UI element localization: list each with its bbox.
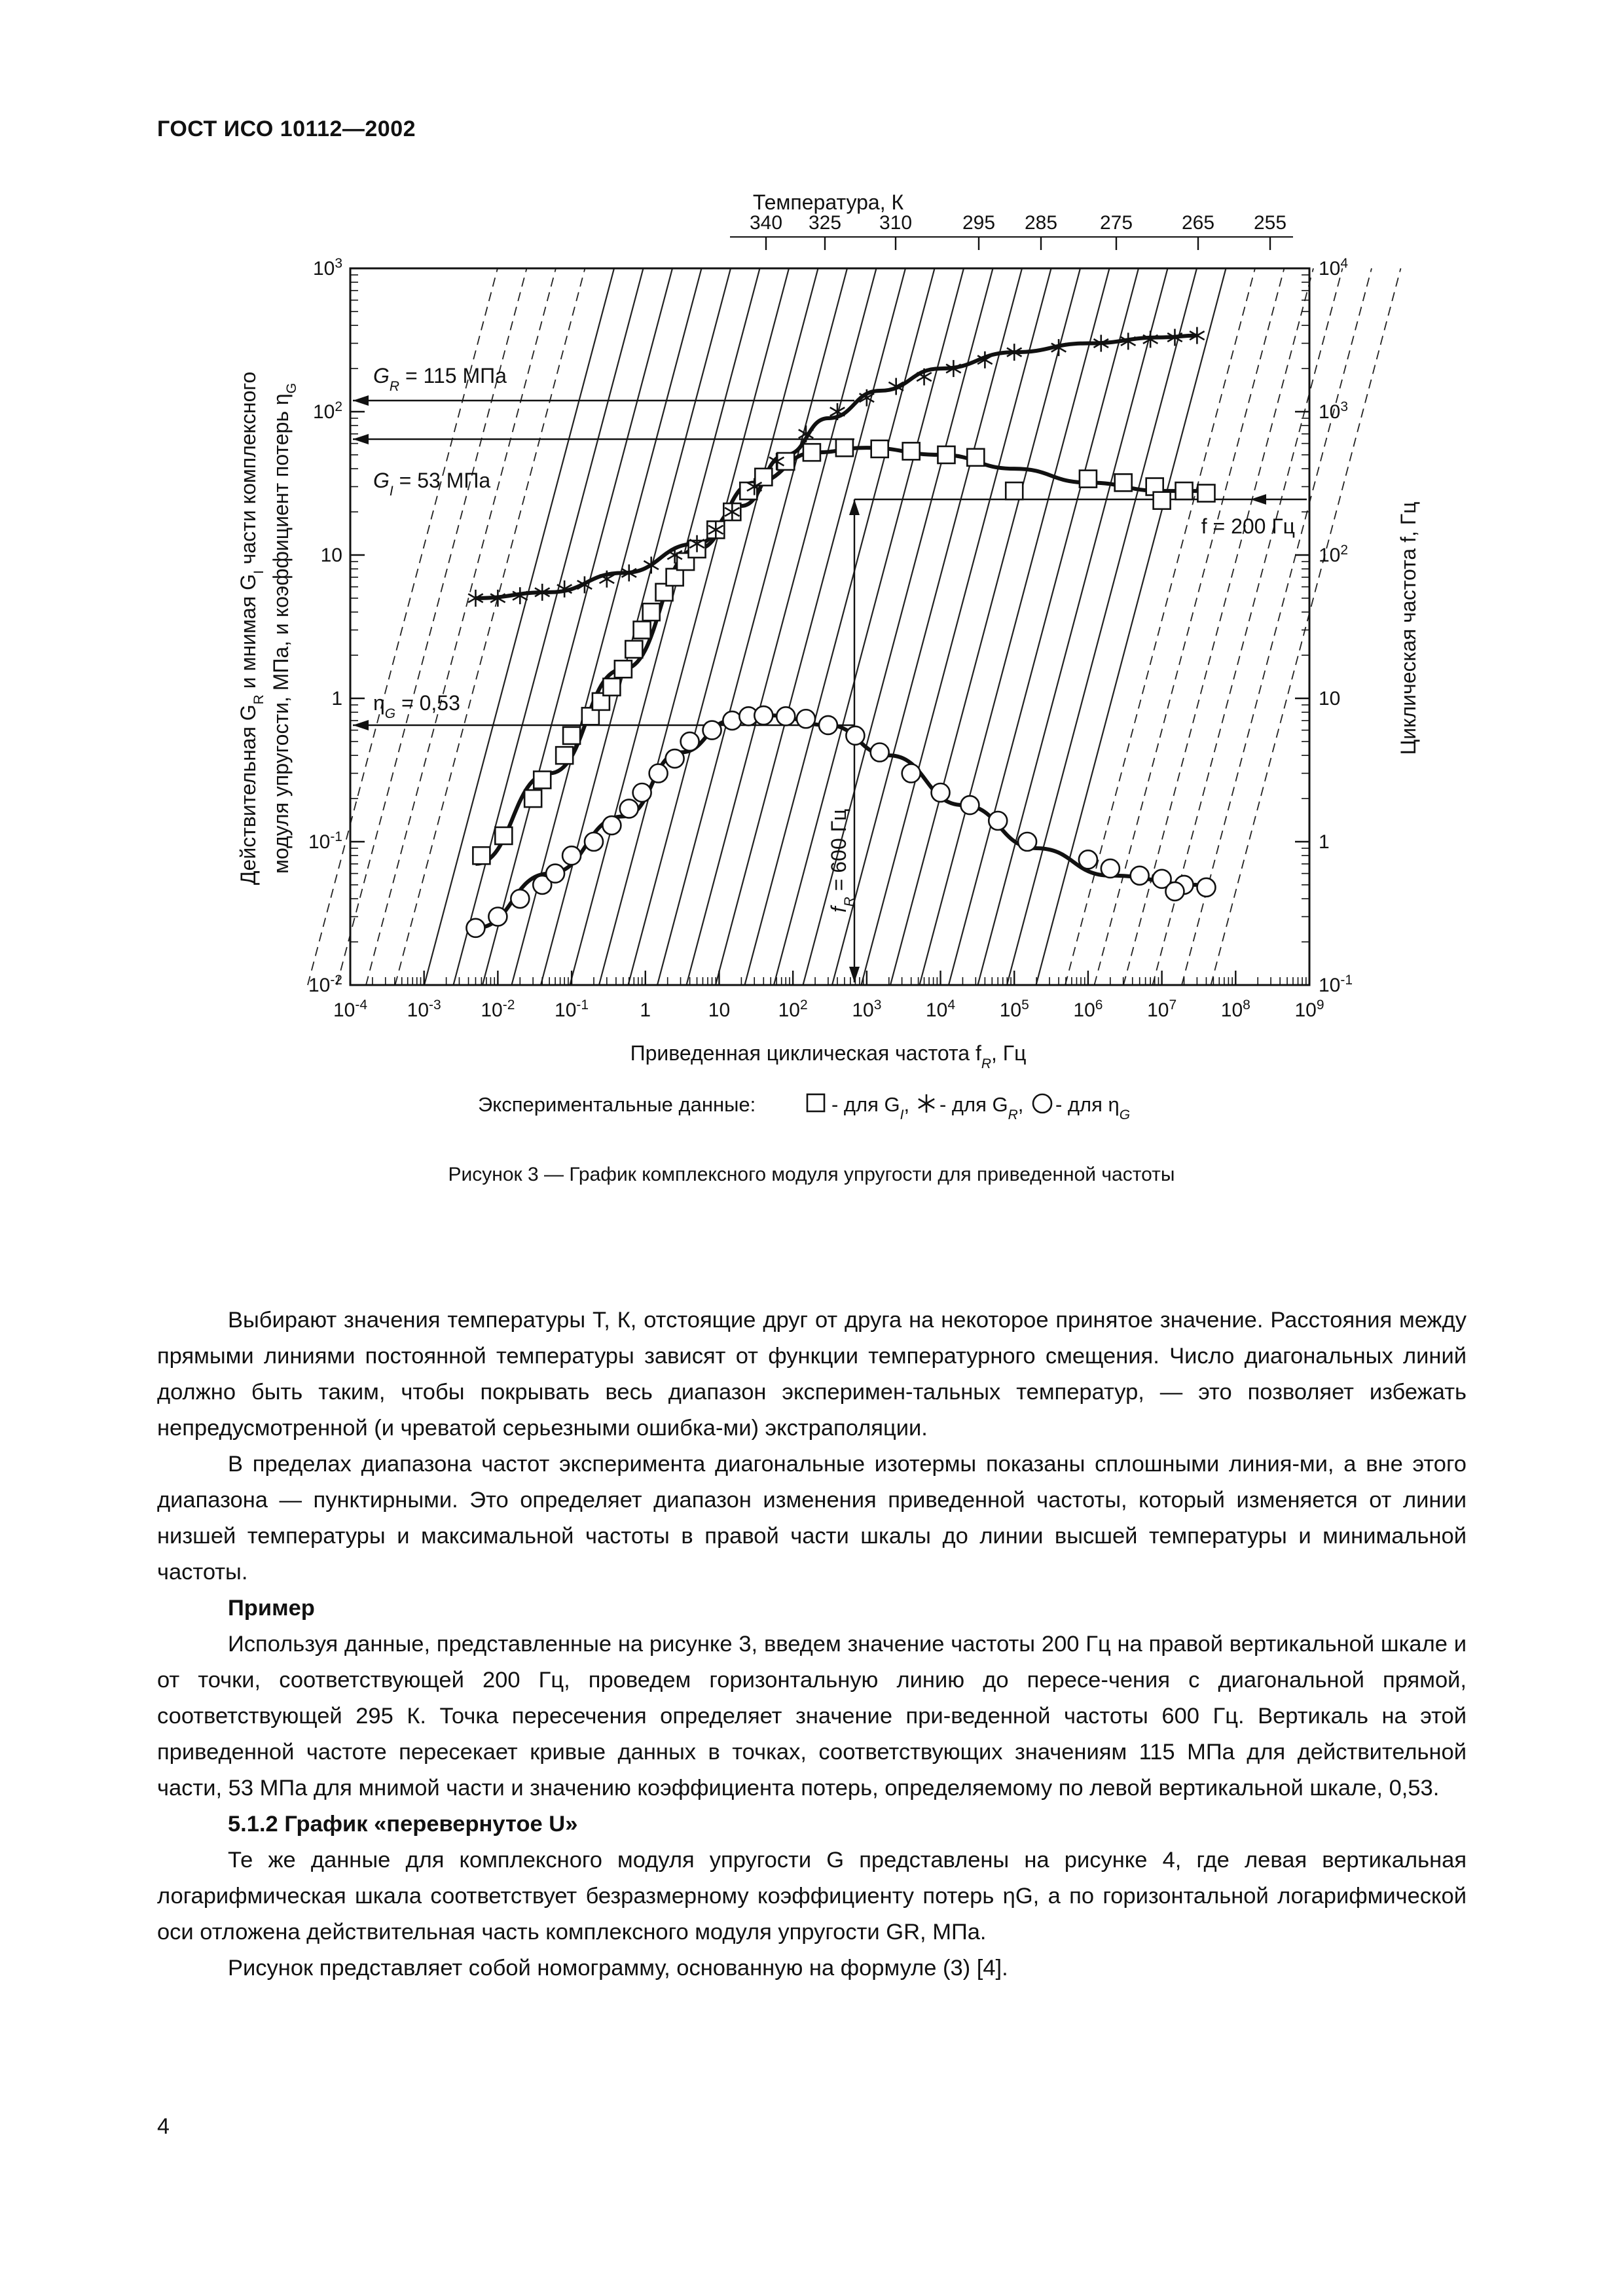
y-left-tick-label: 10 bbox=[320, 545, 342, 566]
gi-square-marker bbox=[1197, 485, 1214, 502]
figure-caption: Рисунок 3 — График комплексного модуля упругости для приведенной частоты bbox=[448, 1164, 1175, 1185]
y-right-tick-label: $10^4$ bbox=[1319, 255, 1349, 279]
x-tick-label: 1 bbox=[640, 999, 651, 1021]
y-left-tick-label: $10^{-2}$ bbox=[308, 972, 342, 996]
x-tick-label: $10^4$ bbox=[926, 997, 956, 1021]
eta-circle-marker bbox=[723, 711, 741, 730]
eta-circle-marker bbox=[754, 706, 773, 725]
gi-square-marker bbox=[803, 444, 820, 461]
gi-square-marker bbox=[473, 847, 490, 864]
eta-circle-marker bbox=[902, 764, 921, 783]
top-tick-label: 340 bbox=[749, 212, 783, 234]
eta-circle-marker bbox=[797, 709, 815, 728]
top-tick-label: 310 bbox=[879, 212, 913, 234]
gi-square-marker bbox=[634, 622, 651, 639]
legend-asterisk-icon bbox=[919, 1094, 934, 1113]
top-tick-label: 275 bbox=[1099, 212, 1133, 234]
eta-circle-marker bbox=[960, 796, 979, 814]
x-tick-label: $10^{-2}$ bbox=[481, 997, 515, 1021]
gi-square-marker bbox=[563, 727, 580, 744]
gi-square-marker bbox=[836, 439, 853, 456]
bottom-axis-title: Приведенная циклическая частота $f_R$, Гц bbox=[630, 1041, 1027, 1071]
document-header: ГОСТ ИСО 10112—2002 bbox=[157, 117, 416, 141]
eta-circle-marker bbox=[819, 716, 837, 734]
eta-circle-marker bbox=[633, 783, 651, 802]
eta-circle-marker bbox=[488, 908, 507, 926]
gi-square-marker bbox=[625, 641, 642, 658]
gi-square-marker bbox=[871, 440, 888, 457]
y-left-tick-label: $10^3$ bbox=[312, 255, 342, 279]
gi-square-marker bbox=[643, 603, 660, 620]
top-tick-label: 255 bbox=[1253, 212, 1287, 234]
gi-square-marker bbox=[1006, 482, 1023, 499]
gi-square-marker bbox=[603, 679, 620, 696]
left-axis-title-line2: модуля упругости, МПа, и коэффициент потерь $\eta_G$ bbox=[269, 382, 299, 874]
gi-square-marker bbox=[534, 772, 551, 789]
x-tick-label: $10^6$ bbox=[1073, 997, 1103, 1021]
legend-circle-icon bbox=[1033, 1094, 1051, 1113]
page-number: 4 bbox=[157, 2114, 170, 2139]
isotherm-line bbox=[570, 268, 760, 985]
eta-circle-marker bbox=[846, 726, 864, 745]
x-tick-label: $10^{-1}$ bbox=[555, 997, 589, 1021]
example-heading: Пример bbox=[228, 1596, 315, 1621]
y-left-tick-label: 1 bbox=[331, 688, 342, 709]
right-axis-title: Циклическая частота f, Гц bbox=[1396, 501, 1420, 755]
eta-value-label: $\eta_G = 0,53$ bbox=[373, 691, 460, 721]
legend-gi-label: - для $G_I$, bbox=[831, 1093, 910, 1122]
body-text bbox=[157, 1302, 1467, 1986]
gi-value-label: $G_I = 53$ МПа bbox=[373, 469, 491, 499]
eta-reference-line-arrowhead bbox=[353, 720, 369, 730]
gi-fit-curve bbox=[475, 448, 1197, 864]
eta-circle-marker bbox=[1101, 859, 1120, 878]
eta-circle-marker bbox=[989, 812, 1007, 830]
top-tick-label: 295 bbox=[962, 212, 996, 234]
y-right-tick-label: $10^2$ bbox=[1319, 542, 1349, 566]
eta-circle-marker bbox=[776, 707, 795, 725]
gi-square-marker bbox=[1080, 471, 1097, 488]
fr-value-label: $f_R = 600$ Гц bbox=[827, 808, 857, 913]
eta-circle-marker bbox=[703, 721, 721, 740]
isotherm-line bbox=[920, 268, 1110, 985]
isotherm-line bbox=[1182, 268, 1372, 985]
eta-circle-marker bbox=[932, 783, 950, 802]
gi-square-marker bbox=[903, 442, 920, 459]
gr-reference-line-arrowhead bbox=[353, 395, 369, 406]
x-tick-label: $10^7$ bbox=[1147, 997, 1177, 1021]
isotherm-line bbox=[716, 268, 905, 985]
gi-square-marker bbox=[615, 660, 632, 677]
eta-circle-marker bbox=[1131, 867, 1149, 885]
eta-circle-marker bbox=[666, 749, 684, 768]
eta-circle-marker bbox=[1018, 833, 1036, 851]
isotherm-line bbox=[657, 268, 847, 985]
eta-circle-marker bbox=[602, 816, 621, 834]
legend-square-icon bbox=[807, 1094, 824, 1111]
gi-square-marker bbox=[666, 569, 684, 586]
gi-square-marker bbox=[495, 827, 512, 844]
gr-value-label: $G_R = 115$ МПа bbox=[373, 364, 507, 394]
gi-reference-line-arrowhead bbox=[353, 434, 369, 444]
gi-square-marker bbox=[755, 469, 772, 486]
legend-prefix: Экспериментальные данные: bbox=[478, 1093, 756, 1116]
eta-circle-marker bbox=[1079, 850, 1097, 869]
isotherm-line bbox=[862, 268, 1051, 985]
y-left-tick-label: $10^2$ bbox=[312, 399, 342, 423]
section-heading: 5.1.2 График «перевернутое U» bbox=[228, 1812, 578, 1837]
gi-square-marker bbox=[1176, 482, 1193, 499]
top-axis-title: Температура, К bbox=[752, 190, 904, 214]
gi-square-marker bbox=[524, 790, 541, 807]
x-tick-label: $10^9$ bbox=[1294, 997, 1324, 1021]
x-tick-label: $10^{-4}$ bbox=[333, 997, 368, 1021]
eta-circle-marker bbox=[871, 744, 889, 762]
paragraph-1: Выбирают значения температуры T, К, отстоящие друг от друга на некоторое принятое значение. Расстояния между прямыми линиями постоянной температуры зависят от функции температурного смещения. Число диагональных линий должно быть таким, чтобы покрывать весь диапазон эксперимен-тальных температур, — это позволяет избежать непредусмотренной (и чреватой серьезными ошибка-ми) экстраполяции. bbox=[157, 1308, 1467, 1441]
x-tick-label: 10 bbox=[708, 999, 731, 1021]
x-tick-label: $10^{-3}$ bbox=[407, 997, 441, 1021]
y-left-tick-label: $10^{-1}$ bbox=[308, 829, 342, 853]
paragraph-4: Те же данные для комплексного модуля упругости G представлены на рисунке 4, где левая вертикальная логарифмическая шкала соответствует безразмерному коэффициенту потерь ηG, а по горизонтальной логарифмической оси отложена действительная часть комплексного модуля упругости GR, МПа. bbox=[157, 1848, 1467, 1945]
eta-circle-marker bbox=[681, 732, 699, 751]
gi-square-marker bbox=[938, 446, 955, 463]
eta-circle-marker bbox=[649, 764, 668, 783]
y-right-tick-label: $10^3$ bbox=[1319, 399, 1349, 423]
left-axis-title-line1: Действительная $G_R$ и мнимая $G_I$ части комплексного bbox=[236, 371, 266, 886]
isotherm-line bbox=[629, 268, 818, 985]
legend-gr-label: - для $G_R$, bbox=[939, 1093, 1024, 1122]
eta-circle-marker bbox=[1165, 882, 1184, 901]
fr-reference-arrowhead-up bbox=[849, 499, 860, 515]
y-right-tick-label: 1 bbox=[1319, 831, 1330, 853]
legend-eta-label: - для $\eta_G$ bbox=[1055, 1093, 1131, 1122]
gi-square-marker bbox=[1115, 474, 1132, 491]
top-tick-label: 325 bbox=[808, 212, 842, 234]
gi-square-marker bbox=[967, 449, 984, 466]
paragraph-5: Рисунок представляет собой номограмму, основанную на формуле (3) [4]. bbox=[228, 1956, 1008, 1981]
x-tick-label: $10^5$ bbox=[999, 997, 1029, 1021]
paragraph-2: В пределах диапазона частот эксперимента диагональные изотермы показаны сплошными линия-ми, а вне этого диапазона — пунктирными. Это определяет диапазон изменения приведенной частоты, который изменяется от линии низшей температуры и максимальной частоты в правой части шкалы до линии высшей температуры и минимальной частоты. bbox=[157, 1452, 1467, 1585]
eta-circle-marker bbox=[511, 889, 529, 908]
gr-fit-curve bbox=[475, 336, 1197, 598]
gi-square-marker bbox=[777, 453, 794, 470]
f-reference-arrowhead bbox=[1250, 494, 1266, 505]
eta-circle-marker bbox=[1197, 878, 1215, 897]
gi-square-marker bbox=[1154, 492, 1171, 509]
isotherm-line bbox=[1211, 268, 1401, 985]
eta-circle-marker bbox=[546, 865, 564, 883]
eta-circle-marker bbox=[562, 846, 581, 865]
eta-circle-marker bbox=[466, 919, 484, 937]
eta-circle-marker bbox=[585, 833, 603, 851]
top-tick-label: 285 bbox=[1024, 212, 1058, 234]
gi-square-marker bbox=[556, 747, 573, 764]
isotherm-line bbox=[774, 268, 964, 985]
eta-circle-marker bbox=[620, 800, 638, 818]
y-right-tick-label: $10^{-1}$ bbox=[1319, 972, 1353, 996]
x-tick-label: $10^8$ bbox=[1220, 997, 1250, 1021]
paragraph-3: Используя данные, представленные на рисунке 3, введем значение частоты 200 Гц на правой вертикальной шкале и от точки, соответствующей 200 Гц, проведем горизонтальную линию до пересе-чения с диагональной прямой, соответствующей 295 К. Точка пересечения определяет значение при-веденной частоты 600 Гц. Вертикаль на этой приведенной частоте пересекает кривые данных в точках, соответствующих значениям 115 МПа для действительной части, 53 МПа для мнимой части и значению коэффициента потерь, определяемому по левой вертикальной шкале, 0,53. bbox=[157, 1632, 1467, 1801]
x-tick-label: $10^2$ bbox=[778, 997, 808, 1021]
x-tick-label: $10^3$ bbox=[852, 997, 882, 1021]
f-value-label: f = 200 Гц bbox=[1201, 514, 1295, 538]
isotherm-line bbox=[599, 268, 789, 985]
y-right-tick-label: 10 bbox=[1319, 688, 1341, 709]
top-tick-label: 265 bbox=[1181, 212, 1215, 234]
